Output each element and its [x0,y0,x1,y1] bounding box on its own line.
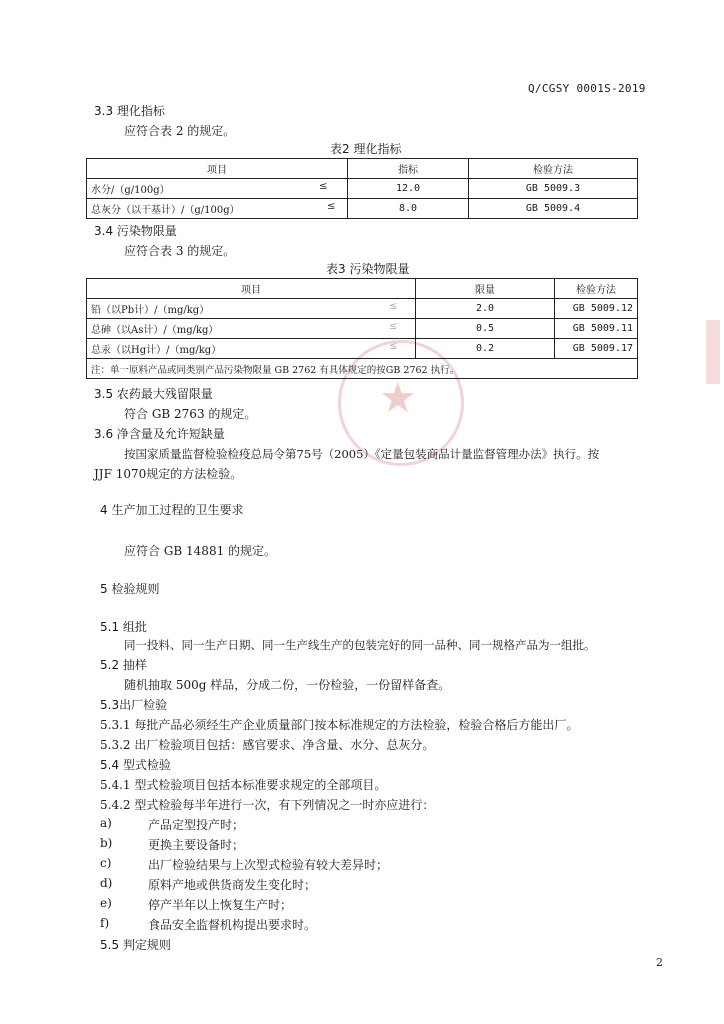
table-3-caption: 表3 污染物限量 [326,262,410,276]
list-item: 出厂检验结果与上次型式检验有较大差异时； [148,858,389,872]
section-5-2-text: 随机抽取 500g 样品，分成二份，一份检验，一份留样备查。 [124,678,451,692]
standard-number: Q/CGSY 0001S-2019 [528,82,646,95]
table-row [87,319,638,339]
section-5-3-heading: 5.3出厂检验 [100,698,168,712]
table-header-cell: 指标 [348,159,469,179]
table-2-caption: 表2 理化指标 [330,142,402,156]
section-3-6-line-2: JJF 1070规定的方法检验。 [94,467,243,481]
table-3 [86,278,638,379]
op-symbol: ≤ [389,341,398,352]
table-cell: GB 5009.4 [469,199,638,219]
section-4-heading: 4 生产加工过程的卫生要求 [100,503,244,517]
section-5-1-heading: 5.1 组批 [100,620,147,634]
table-cell [87,199,348,219]
section-5-2-heading: 5.2 抽样 [100,658,147,672]
list-item: 更换主要设备时； [148,838,245,852]
list-item: 原料产地或供货商发生变化时； [148,878,317,892]
section-5-5-heading: 5.5 判定规则 [100,938,171,952]
page-edge-mark [706,320,720,384]
section-5-heading: 5 检验规则 [100,582,160,596]
item-label: 总砷（以As计）/（mg/kg） [91,325,219,336]
section-4-text: 应符合 GB 14881 的规定。 [124,544,277,558]
table-cell: GB 5009.11 [555,319,638,339]
item-label: 铅（以Pb计）/（mg/kg） [91,305,210,316]
op-symbol: ≤ [327,201,336,212]
section-5-3-2-text: 5.3.2 出厂检验项目包括：感官要求、净含量、水分、总灰分。 [100,738,435,752]
table-header-cell: 项目 [87,159,348,179]
table-cell: GB 5009.12 [555,299,638,319]
table-header-cell: 检验方法 [469,159,638,179]
table-cell [87,179,348,199]
list-item-key: e) [100,896,112,910]
item-label: 水分/（g/100g） [91,185,170,196]
list-item: 停产半年以上恢复生产时； [148,898,293,912]
list-item: 产品定型投产时； [148,818,245,832]
seal-star-icon: ★ [379,373,417,422]
table-row [87,159,638,179]
section-3-6-line-1: 按国家质量监督检验检疫总局令第75号（2005）《定量包装商品计量监督管理办法》执行。按 [124,447,600,461]
section-3-5-heading: 3.5 农药最大残留限量 [94,387,213,401]
section-3-5-text: 符合 GB 2763 的规定。 [124,407,257,421]
op-symbol: ≤ [389,321,398,332]
table-cell: GB 5009.17 [555,339,638,359]
op-symbol: ≤ [389,301,398,312]
list-item-key: b) [100,836,113,850]
list-item-key: a) [100,816,112,830]
section-3-4-text: 应符合表 3 的规定。 [124,244,236,258]
item-label: 总灰分（以干基计）/（g/100g） [91,205,240,216]
table-row [87,359,638,379]
page-number: 2 [656,956,663,969]
section-5-4-2-text: 5.4.2 型式检验每半年进行一次，有下列情况之一时亦应进行： [100,798,435,812]
table-header-cell: 项目 [87,279,416,299]
list-item-key: f) [100,916,110,930]
table-row [87,339,638,359]
table-row [87,279,638,299]
table-cell [87,339,416,359]
table-cell: 0.5 [416,319,555,339]
section-5-3-1-text: 5.3.1 每批产品必须经生产企业质量部门按本标准规定的方法检验，检验合格后方能出厂。 [100,718,579,732]
section-3-6-heading: 3.6 净含量及允许短缺量 [94,427,225,441]
section-5-4-1-text: 5.4.1 型式检验项目包括本标准要求规定的全部项目。 [100,778,387,792]
op-symbol: ≤ [319,181,328,192]
table-row [87,199,638,219]
list-item: 食品安全监督机构提出要求时。 [148,918,317,932]
table-header-cell: 限量 [416,279,555,299]
section-3-4-heading: 3.4 污染物限量 [94,224,177,238]
section-3-3-heading: 3.3 理化指标 [94,104,165,118]
item-label: 总汞（以Hg计）/（mg/kg） [91,345,222,356]
table-row [87,179,638,199]
table-cell: 12.0 [348,179,469,199]
table-cell: 8.0 [348,199,469,219]
table-header-cell: 检验方法 [555,279,638,299]
section-3-3-text: 应符合表 2 的规定。 [124,124,236,138]
section-5-4-heading: 5.4 型式检验 [100,758,171,772]
table-2 [86,158,638,219]
section-5-1-text: 同一投料、同一生产日期、同一生产线生产的包装完好的同一品种、同一规格产品为一组批。 [124,638,596,652]
table-note: 注：单一原料产品或同类别产品污染物限量 GB 2762 有具体规定的按GB 2762 执行。 [87,359,638,379]
table-cell [87,319,416,339]
table-cell: 0.2 [416,339,555,359]
table-cell: 2.0 [416,299,555,319]
table-cell: GB 5009.3 [469,179,638,199]
table-cell [87,299,416,319]
list-item-key: d) [100,876,113,890]
list-item-key: c) [100,856,112,870]
table-row [87,299,638,319]
